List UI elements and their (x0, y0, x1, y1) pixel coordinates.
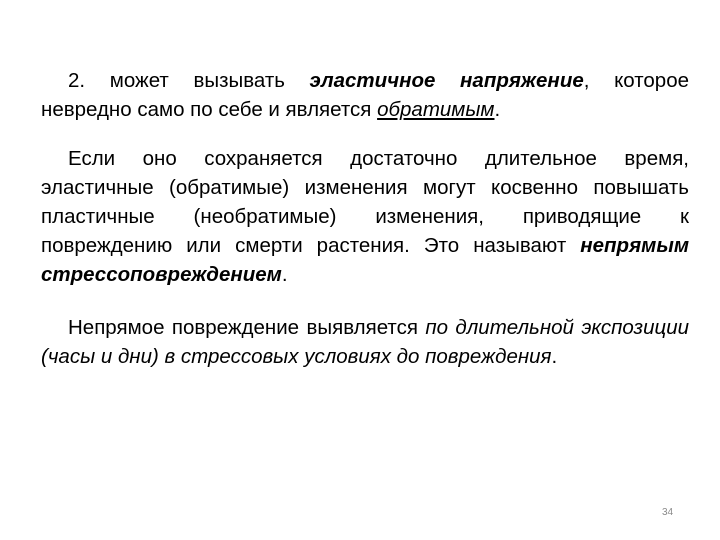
p1-text-1: 2. может вызывать (68, 69, 310, 92)
term-indirect-stress-injury: непрямым стрессоповреждением (41, 234, 689, 286)
paragraph-indirect-injury (41, 144, 689, 289)
term-elastic-strain: эластичное напряжение (309, 69, 584, 92)
paragraph-elastic-strain (41, 66, 689, 124)
p2-text-1: Если оно сохраняется достаточно длительное время, эластичные (обратимые) изменения могут косвенно повышать пластичные (необратимые) изменения, приводящие к повреждению или смерти растения. Это называют (41, 147, 689, 257)
p3-text-1: Непрямое повреждение выявляется (68, 316, 426, 339)
p1-text-3: . (494, 98, 501, 121)
term-long-exposure: по длительной экспозиции (часы и дни) в стрессовых условиях до повреждения (41, 316, 690, 368)
slide-body (41, 66, 689, 371)
p3-text-2: . (551, 345, 558, 368)
p1-text-2: , которое невредно само по себе и является (41, 69, 689, 121)
term-reversible: обратимым (377, 98, 495, 121)
page-number: 34 (662, 507, 674, 518)
p2-text-2: . (281, 263, 288, 286)
paragraph-indirect-injury-exposure (41, 313, 689, 371)
